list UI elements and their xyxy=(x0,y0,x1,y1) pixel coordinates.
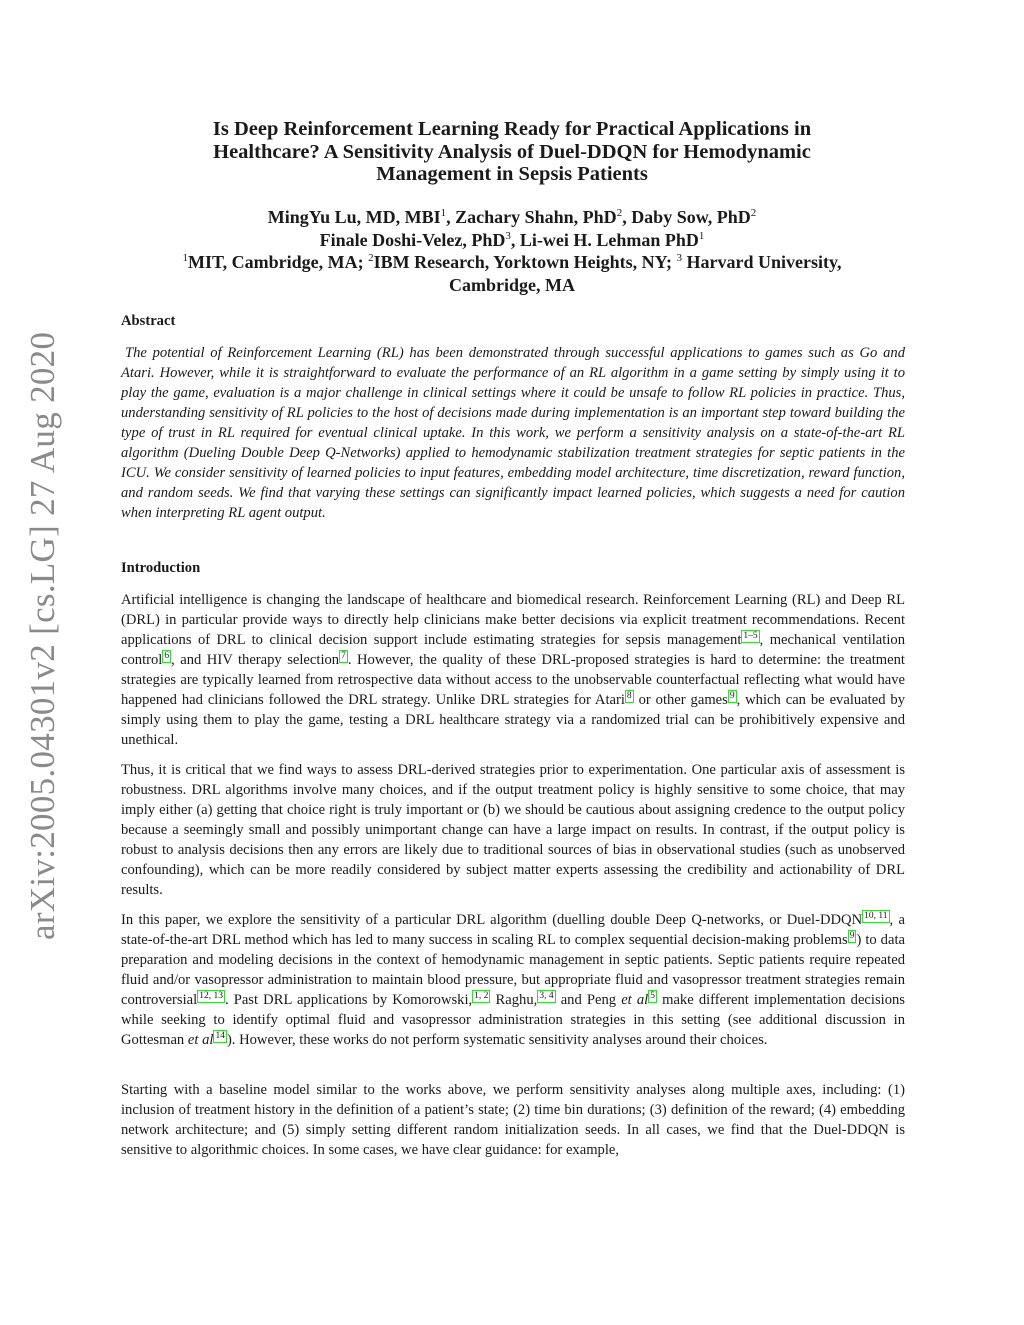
affiliation: IBM Research, Yorktown Heights, NY; xyxy=(373,252,677,272)
title-line-2: Healthcare? A Sensitivity Analysis of Duel-DDQN for Hemodynamic xyxy=(213,140,811,163)
introduction-heading: Introduction xyxy=(121,560,201,576)
author-line-1 xyxy=(120,206,904,229)
affiliation-marker: 2 xyxy=(616,207,623,219)
citation-link[interactable]: 1–5 xyxy=(743,631,758,641)
abstract-heading: Abstract xyxy=(121,313,176,329)
intro-paragraph-3: In this paper, we explore the sensitivity of a particular DRL algorithm (duelling double Deep Q-networks, or Duel-DDQN 10, 11 , a state-of-the-art DRL method which has led to many success in scaling RL to complex sequential decision-making problems 9 ) to data preparation and modeling decisions in the context of hemodynamic management in septic patients. Septic patients require repeated fluid and/or vasopressor administration to maintain blood pressure, but appropriate fluid and vasopressor treatment strategies remain controversial 12, 13 . Past DRL applications by Komorowski, 1, 2 Raghu, 3, 4 and Peng et al 5 make different implementation decisions while seeking to identify optimal fluid and vasopressor administration strategies in this setting (see additional discussion in Gottesman et al 14 ). However, these works do not perform systematic sensitivity analyses around their choices. xyxy=(121,911,905,1048)
intro-paragraph-1: Artificial intelligence is changing the landscape of healthcare and biomedical research. Reinforcement Learning (RL) and Deep RL (DRL) in particular provide ways to directly help clinicians make better decisions via explicit treatment recommendations. Recent applications of DRL to clinical decision support include estimating strategies for sepsis management 1–5 , mechanical ventilation control 6 , and HIV therapy selection 7 . However, the quality of these DRL-proposed strategies is hard to determine: the treatment strategies are typically learned from retrospective data without access to the unobservable counterfactual reflecting what would have happened had clinicians followed the DRL strategy. Unlike DRL strategies for Atari 8 or other games 9 , which can be evaluated by simply using them to play the game, testing a DRL healthcare strategy via a randomized trial can be prohibitively expensive and unethical. xyxy=(121,592,905,748)
author-name: MingYu Lu, MD, MBI xyxy=(267,207,441,227)
citation-link[interactable]: 7 xyxy=(341,651,346,661)
author-line-2 xyxy=(120,229,904,252)
title-line-3: Management in Sepsis Patients xyxy=(376,163,648,185)
intro-paragraph-4: Starting with a baseline model similar to the works above, we perform sensitivity analyses along multiple axes, including: (1) inclusion of treatment history in the definition of a patient’s state; (2) time bin durations; (3) definition of the reward; (4) embedding network architecture; and (5) simply setting different random initialization seeds. In all cases, we find that the Duel-DDQN is sensitive to algorithmic choices. In some cases, we have clear guidance: for example, xyxy=(121,1082,905,1158)
citation-link[interactable]: 14 xyxy=(215,1031,225,1041)
citation-link[interactable]: 1, 2 xyxy=(474,991,489,1001)
citation-link[interactable]: 5 xyxy=(650,991,655,1001)
paper-title xyxy=(120,118,904,186)
affiliation-line-1 xyxy=(120,251,904,274)
author-block xyxy=(120,206,904,296)
author-name: , Daby Sow, PhD xyxy=(622,207,751,227)
affiliation-marker: 2 xyxy=(368,252,374,264)
author-name: , Zachary Shahn, PhD xyxy=(446,207,617,227)
author-name: , Li-wei H. Lehman PhD xyxy=(510,229,699,250)
affiliation-marker: 3 xyxy=(676,252,682,264)
affiliation-line-2: Cambridge, MA xyxy=(449,274,575,295)
citation-link[interactable]: 9 xyxy=(849,931,855,941)
author-name: Finale Doshi-Velez, PhD xyxy=(319,229,506,250)
intro-paragraph-2: Thus, it is critical that we find ways to assess DRL-derived strategies prior to experimentation. One particular axis of assessment is robustness. DRL algorithms involve many choices, and if the output treatment policy is highly sensitive to some choice, that may imply either (a) getting that choice right is truly important or (b) we should be cautious about assigning credence to the output policy because a seemingly small and possibly unimportant change can have a large impact on results. In contrast, if the output policy is robust to analysis decisions then any errors are likely due to traditional sources of bias in observational studies (such as unobserved confounding), which can be more readily considered by subject matter experts assessing the credibility and actionability of DRL results. xyxy=(121,762,905,898)
title-line-1: Is Deep Reinforcement Learning Ready for Practical Applications in xyxy=(212,118,812,140)
arxiv-identifier: arXiv:2005.04301v2 [cs.LG] 27 Aug 2020 xyxy=(23,331,62,940)
affiliation-marker: 1 xyxy=(698,229,705,242)
affiliation: Harvard University, xyxy=(681,252,842,272)
affiliation-marker: 1 xyxy=(440,207,447,219)
affiliation-marker: 3 xyxy=(505,229,511,242)
citation-link[interactable]: 12, 13 xyxy=(199,991,223,1001)
citation-link[interactable]: 10, 11 xyxy=(864,911,888,921)
citation-link[interactable]: 9 xyxy=(729,691,735,701)
citation-link[interactable]: 6 xyxy=(164,651,170,661)
affiliation-marker: 2 xyxy=(750,207,757,219)
citation-link[interactable]: 8 xyxy=(626,691,632,701)
citation-link[interactable]: 3, 4 xyxy=(539,991,554,1001)
affiliation-marker: 1 xyxy=(182,252,189,264)
affiliation: MIT, Cambridge, MA; xyxy=(188,252,369,272)
abstract-text: The potential of Reinforcement Learning (RL) has been demonstrated through successful applications to games such as Go and Atari. However, while it is straightforward to evaluate the performance of an RL algorithm in a game setting by simply using it to play the game, evaluation is a major challenge in clinical settings where it could be unsafe to follow RL policies in practice. Thus, understanding sensitivity of RL policies to the host of decisions made during implementation is an important step toward building the type of trust in RL required for eventual clinical uptake. In this work, we perform a sensitivity analysis on a state-of-the-art RL algorithm (Dueling Double Deep Q-Networks) applied to hemodynamic stabilization treatment strategies for septic patients in the ICU. We consider sensitivity of learned policies to input features, embedding model architecture, time discretization, reward function, and random seeds. We find that varying these settings can significantly impact learned policies, which suggests a need for caution when interpreting RL agent output. xyxy=(121,345,905,521)
